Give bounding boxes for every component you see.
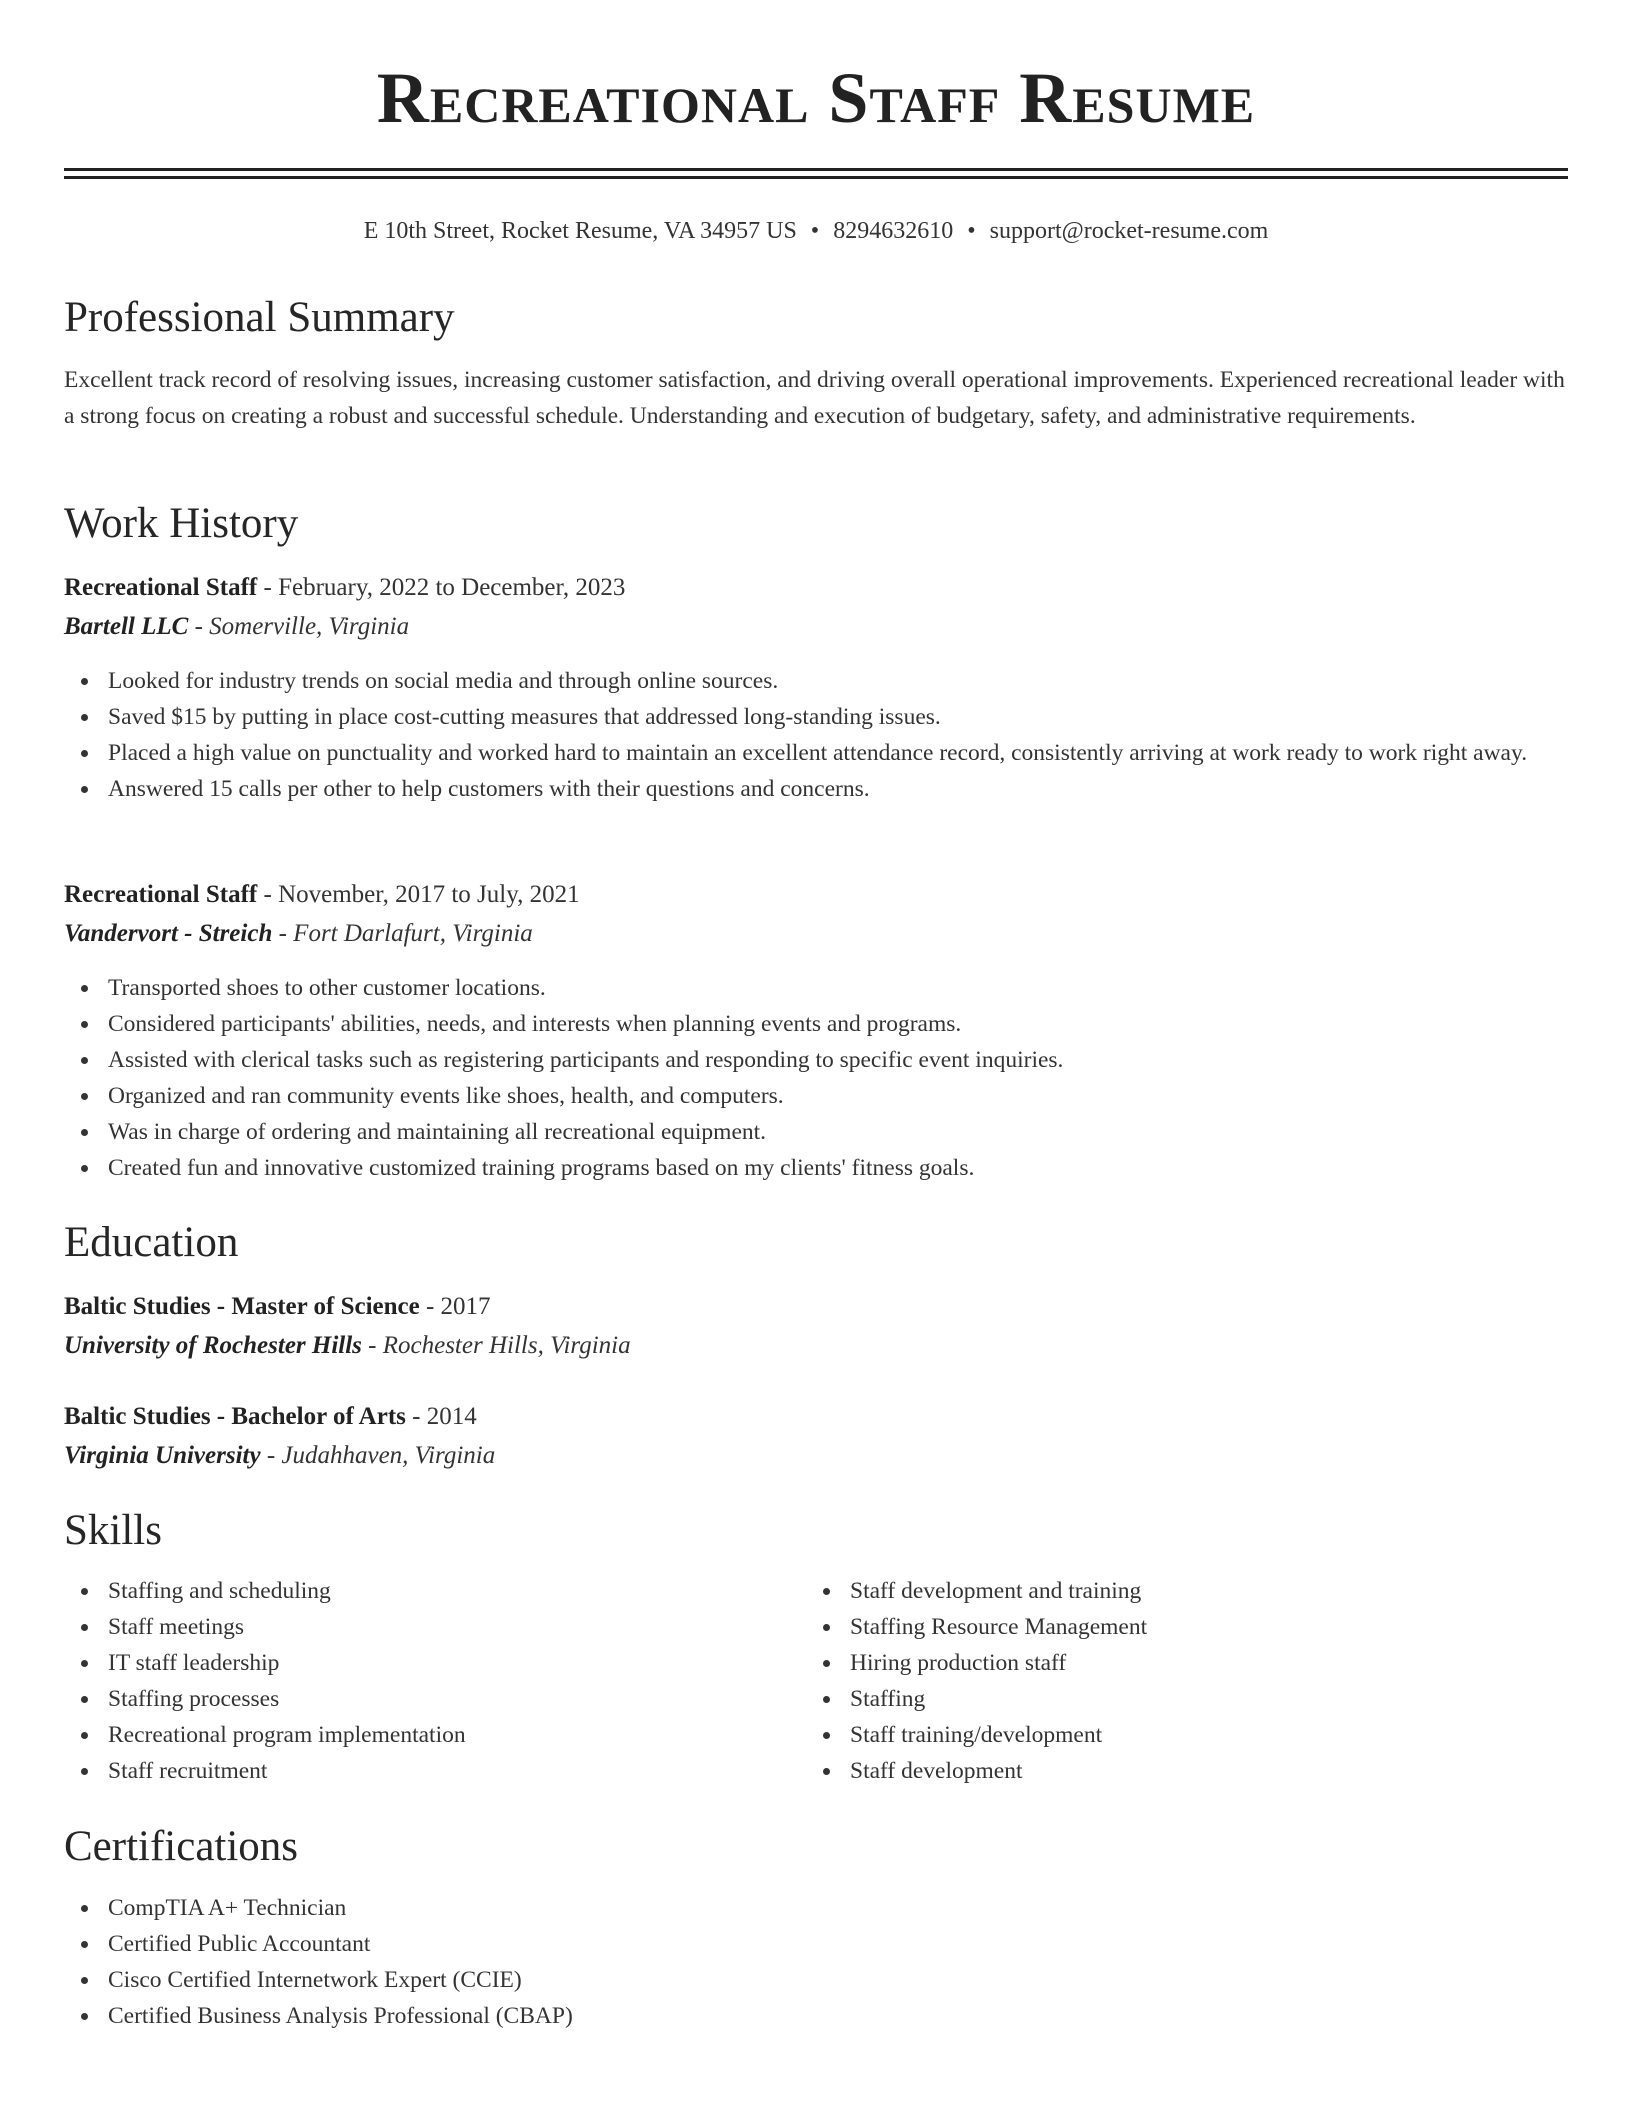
contact-separator: • (967, 218, 976, 244)
certification-item: Cisco Certified Internetwork Expert (CCIE) (108, 1962, 1568, 1998)
job-title-line (64, 570, 625, 606)
job-bullet: Assisted with clerical tasks such as registering participants and responding to specific event inquiries. (108, 1042, 1568, 1078)
job-title: Recreational Staff (64, 574, 258, 601)
skills-list-left (64, 1573, 808, 1789)
job-bullet: Organized and ran community events like shoes, health, and computers. (108, 1078, 1568, 1114)
job-location: - Fort Darlafurt, Virginia (272, 920, 533, 947)
job-company-line (64, 916, 533, 952)
job-bullet-list (64, 970, 1568, 1186)
job-company-line (64, 609, 409, 645)
work-history-heading: Work History (64, 500, 299, 547)
degree: Baltic Studies - Bachelor of Arts (64, 1403, 406, 1430)
school-line (64, 1438, 495, 1474)
job-dates: - February, 2022 to December, 2023 (257, 574, 626, 601)
job-company: Vandervort - Streich (64, 920, 273, 947)
contact-phone: 8294632610 (833, 218, 954, 244)
skill-item: Staff development and training (850, 1573, 1550, 1609)
school-location: - Judahhaven, Virginia (260, 1442, 496, 1469)
job-bullet: Answered 15 calls per other to help customers with their questions and concerns. (108, 771, 1568, 807)
job-dates: - November, 2017 to July, 2021 (257, 881, 580, 908)
skills-list-right (806, 1573, 1550, 1789)
job-bullet-list (64, 663, 1568, 807)
school-location: - Rochester Hills, Virginia (361, 1332, 631, 1359)
skills-heading: Skills (64, 1507, 162, 1554)
school: Virginia University (64, 1442, 261, 1469)
degree-year: - 2014 (405, 1403, 477, 1430)
job-company: Bartell LLC (64, 613, 189, 640)
contact-email[interactable]: support@rocket-resume.com (989, 218, 1269, 244)
resume-page (64, 0, 1568, 2029)
job-bullet: Placed a high value on punctuality and worked hard to maintain an excellent attendance record, consistently arriving at work ready to work right away. (108, 735, 1568, 771)
resume-title: Recreational Staff Resume (376, 58, 1256, 138)
job-bullet: Transported shoes to other customer locations. (108, 970, 1568, 1006)
job-location: - Somerville, Virginia (188, 613, 410, 640)
job-bullet: Saved $15 by putting in place cost-cutting measures that addressed long-standing issues. (108, 699, 1568, 735)
contact-separator: • (810, 218, 820, 244)
certification-item: CompTIA A+ Technician (108, 1890, 1568, 1926)
certifications-heading: Certifications (64, 1823, 299, 1870)
title-rule-top (64, 168, 1568, 171)
certifications-list (64, 1890, 1568, 2034)
education-heading: Education (64, 1219, 239, 1266)
skill-item: Staff development (850, 1753, 1550, 1789)
degree: Baltic Studies - Master of Science (64, 1293, 420, 1320)
skill-item: Staff recruitment (108, 1753, 808, 1789)
job-bullet: Was in charge of ordering and maintaining all recreational equipment. (108, 1114, 1568, 1150)
skill-item: Staffing (850, 1681, 1550, 1717)
job-title-line (64, 877, 580, 913)
degree-line (64, 1399, 477, 1435)
skill-item: Staffing and scheduling (108, 1573, 808, 1609)
contact-address: E 10th Street, Rocket Resume, VA 34957 US (363, 218, 797, 244)
summary-heading: Professional Summary (64, 294, 455, 341)
contact-line (64, 214, 1568, 248)
job-bullet: Considered participants' abilities, needs, and interests when planning events and programs. (108, 1006, 1568, 1042)
degree-year: - 2017 (419, 1293, 491, 1320)
job-bullet: Created fun and innovative customized training programs based on my clients' fitness goals. (108, 1150, 1568, 1186)
skill-item: Staffing Resource Management (850, 1609, 1550, 1645)
skill-item: Staff training/development (850, 1717, 1550, 1753)
degree-line (64, 1289, 491, 1325)
skill-item: Hiring production staff (850, 1645, 1550, 1681)
certification-item: Certified Business Analysis Professional (CBAP) (108, 1998, 1568, 2034)
skill-item: Staffing processes (108, 1681, 808, 1717)
skill-item: Recreational program implementation (108, 1717, 808, 1753)
job-title: Recreational Staff (64, 881, 258, 908)
job-bullet: Looked for industry trends on social media and through online sources. (108, 663, 1568, 699)
skill-item: Staff meetings (108, 1609, 808, 1645)
summary-text: Excellent track record of resolving issues, increasing customer satisfaction, and driving overall operational improvements. Experienced recreational leader with a strong focus on creating a robust and successful schedule. Understanding and execution of budgetary, safety, and administrative requirements. (64, 367, 1565, 429)
school: University of Rochester Hills (64, 1332, 362, 1359)
certification-item: Certified Public Accountant (108, 1926, 1568, 1962)
title-rule-bottom (64, 176, 1568, 179)
school-line (64, 1328, 631, 1364)
skill-item: IT staff leadership (108, 1645, 808, 1681)
